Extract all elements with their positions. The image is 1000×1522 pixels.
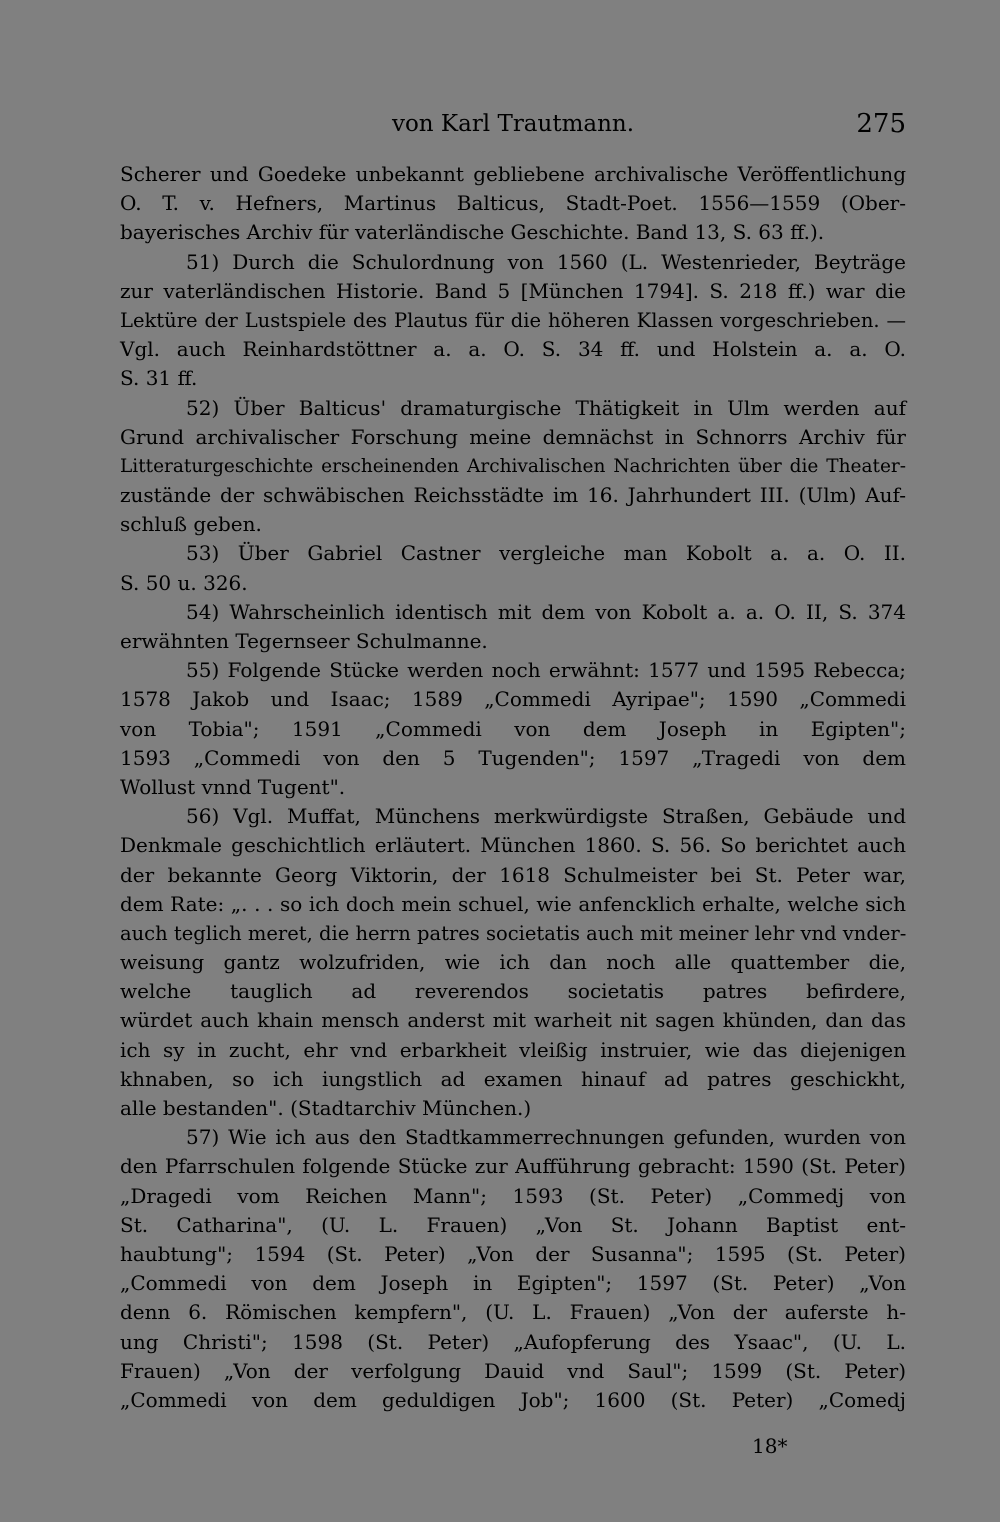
text-line: schluß geben. — [120, 512, 262, 537]
page-number: 275 — [856, 109, 906, 139]
text-line: alle bestanden". (Stadtarchiv München.) — [120, 1096, 532, 1120]
text-line: S. 31 ff. — [120, 366, 198, 391]
text-line: 51) Durch die Schulordnung von 1560 (L. Westenrieder, Beyträge — [186, 249, 906, 274]
text-line: dem Rate: „. . . so ich doch mein schuel, wie anfencklich erhalte, welche sich — [120, 891, 906, 916]
text-line: 1593 „Commedi von den 5 Tugenden"; 1597 „Tragedi von dem — [120, 745, 906, 770]
footnotes-body — [120, 160, 906, 1415]
text-line: 54) Wahrscheinlich identisch mit dem von Kobolt a. a. O. II, S. 374 — [186, 599, 906, 624]
text-line: O. T. v. Hefners, Martinus Balticus, Stadt-Poet. 1556—1559 (Ober- — [120, 191, 906, 216]
running-title: von Karl Trautmann. — [391, 111, 635, 137]
text-line: denn 6. Römischen kempfern", (U. L. Frauen) „Von der auferste h- — [120, 1300, 906, 1325]
text-line: „Commedi von dem geduldigen Job"; 1600 (St. Peter) „Comedj — [120, 1387, 906, 1412]
text-line: den Pfarrschulen folgende Stücke zur Aufführung gebracht: 1590 (St. Peter) — [120, 1154, 906, 1179]
text-line: zur vaterländischen Historie. Band 5 [München 1794]. S. 218 ff.) war die — [120, 278, 906, 303]
text-line: 53) Über Gabriel Castner vergleiche man Kobolt a. a. O. II. — [186, 541, 906, 566]
text-line: „Dragedi vom Reichen Mann"; 1593 (St. Peter) „Commedj von — [120, 1183, 906, 1208]
text-line: 52) Über Balticus' dramaturgische Thätigkeit in Ulm werden auf — [186, 395, 906, 420]
text-line: weisung gantz wolzufriden, wie ich dan noch alle quattember die, — [120, 950, 906, 975]
text-line: ung Christi"; 1598 (St. Peter) „Aufopferung des Ysaac", (U. L. — [120, 1329, 906, 1354]
text-line: ich sy in zucht, ehr vnd erbarkheit vleißig instruier, wie das diejenigen — [120, 1037, 906, 1062]
text-line: würdet auch khain mensch anderst mit warheit nit sagen khünden, dan das — [120, 1008, 906, 1033]
text-line: 57) Wie ich aus den Stadtkammerrechnungen gefunden, wurden von — [186, 1125, 906, 1150]
text-line: khnaben, so ich iungstlich ad examen hinauf ad patres geschickht, — [120, 1066, 906, 1091]
text-line: zustände der schwäbischen Reichsstädte im 16. Jahrhundert III. (Ulm) Auf- — [120, 483, 906, 508]
text-line: Lektüre der Lustspiele des Plautus für die höheren Klassen vorgeschrieben. — — [120, 308, 906, 332]
text-line: Grund archivalischer Forschung meine demnächst in Schnorrs Archiv für — [120, 424, 906, 449]
text-line: welche tauglich ad reverendos societatis patres befirdere, — [120, 979, 906, 1004]
text-line: erwähnten Tegernseer Schulmanne. — [120, 629, 488, 653]
signature-mark: 18* — [752, 1434, 788, 1458]
page-header — [120, 106, 906, 142]
text-line: bayerisches Archiv für vaterländische Geschichte. Band 13, S. 63 ff.). — [120, 220, 825, 245]
text-line: Litteraturgeschichte erscheinenden Archivalischen Nachrichten über die Theater- — [120, 455, 906, 477]
text-line: 55) Folgende Stücke werden noch erwähnt: 1577 und 1595 Rebecca; — [186, 658, 906, 683]
text-line: Wollust vnnd Tugent". — [120, 774, 346, 799]
text-line: der bekannte Georg Viktorin, der 1618 Schulmeister bei St. Peter war, — [120, 862, 906, 887]
text-line: 56) Vgl. Muffat, Münchens merkwürdigste Straßen, Gebäude und — [186, 804, 906, 829]
text-line: Vgl. auch Reinhardstöttner a. a. O. S. 34 ff. und Holstein a. a. O. — [120, 337, 906, 362]
text-line: St. Catharina", (U. L. Frauen) „Von St. Johann Baptist ent- — [120, 1212, 906, 1237]
text-line: haubtung"; 1594 (St. Peter) „Von der Susanna"; 1595 (St. Peter) — [120, 1241, 906, 1266]
text-line: S. 50 u. 326. — [120, 570, 248, 595]
text-line: 1578 Jakob und Isaac; 1589 „Commedi Ayripae"; 1590 „Commedi — [120, 687, 906, 712]
text-line: Frauen) „Von der verfolgung Dauid vnd Saul"; 1599 (St. Peter) — [120, 1358, 906, 1383]
text-line: Scherer und Goedeke unbekannt gebliebene archivalische Veröffentlichung — [120, 162, 906, 186]
text-line: auch teglich meret, die herrn patres societatis auch mit meiner lehr vnd vnder- — [120, 921, 907, 945]
text-line: „Commedi von dem Joseph in Egipten"; 1597 (St. Peter) „Von — [120, 1271, 906, 1296]
text-line: Denkmale geschichtlich erläutert. München 1860. S. 56. So berichtet auch — [120, 833, 906, 858]
text-line: von Tobia"; 1591 „Commedi von dem Joseph in Egipten"; — [120, 716, 906, 741]
